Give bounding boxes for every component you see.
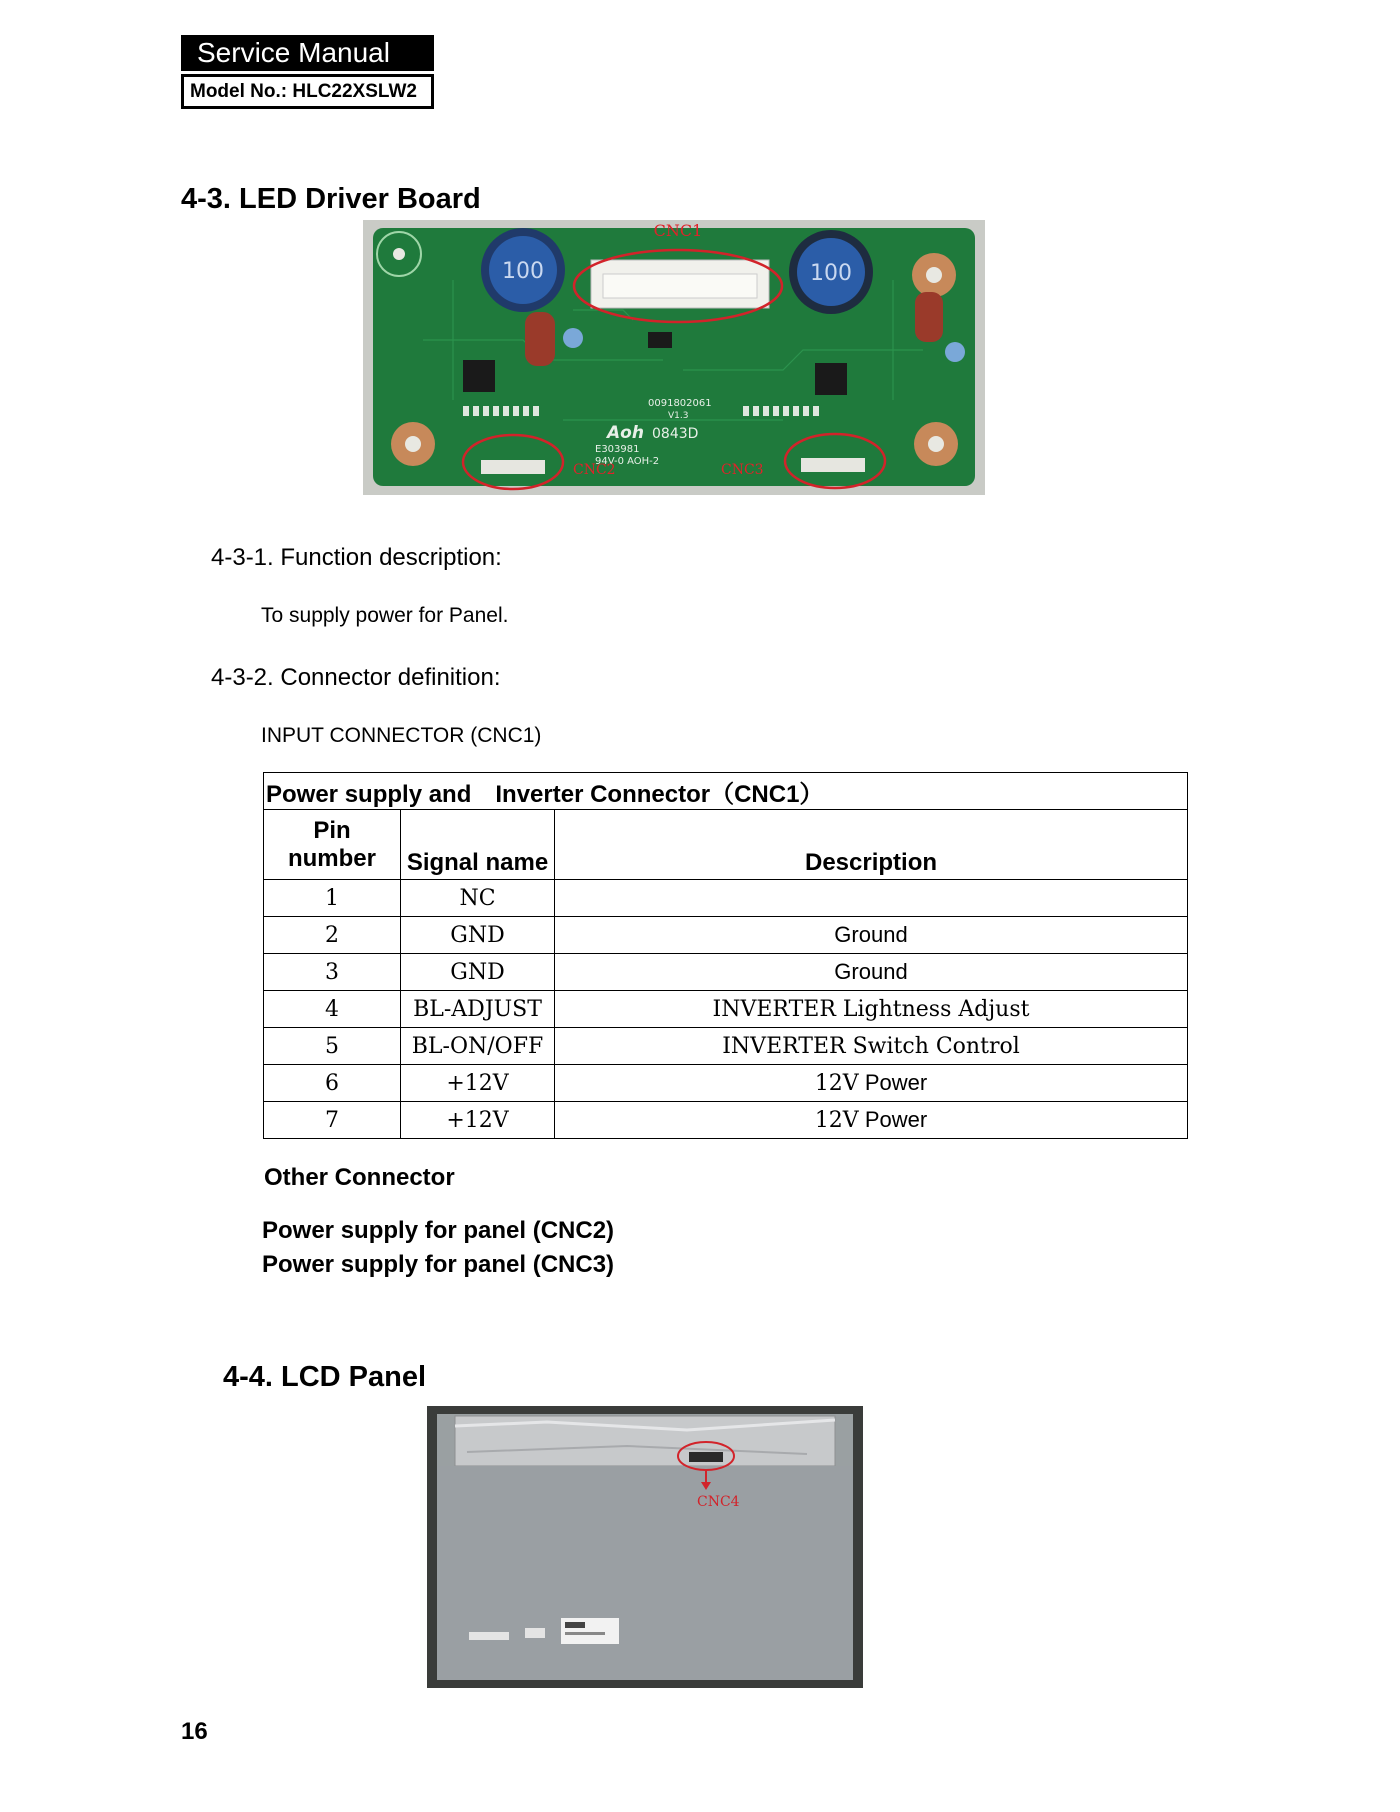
desc-mono: INVERTER Switch Control bbox=[722, 1033, 1020, 1059]
desc-sans: Power bbox=[858, 1070, 928, 1095]
silkscreen-text: 94V-0 AOH-2 bbox=[595, 456, 660, 467]
connector-cnc4 bbox=[689, 1452, 723, 1462]
function-description-text: To supply power for Panel. bbox=[261, 604, 509, 627]
panel-sticker bbox=[561, 1618, 619, 1644]
table-caption-row bbox=[264, 773, 1188, 810]
cell-description bbox=[555, 1102, 1188, 1139]
header-description: Description bbox=[555, 810, 1188, 880]
desc-mono: 12V bbox=[814, 1071, 859, 1096]
other-connector-line: Power supply for panel (CNC3) bbox=[262, 1251, 615, 1278]
silkscreen-text: V1.3 bbox=[668, 411, 689, 421]
mount-hole bbox=[912, 253, 956, 297]
table-caption: Power supply and Inverter Connector（CNC1） bbox=[264, 773, 1188, 810]
inductor-mark: 100 bbox=[810, 261, 852, 286]
inductor-mark: 100 bbox=[502, 259, 544, 284]
header-signal-name: Signal name bbox=[401, 810, 555, 880]
lcd-panel-photo bbox=[427, 1406, 863, 1688]
cell-description bbox=[555, 954, 1188, 991]
cell-signal: NC bbox=[401, 880, 555, 917]
panel-sticker bbox=[525, 1628, 545, 1638]
connector-table bbox=[263, 772, 1188, 1139]
table-row bbox=[264, 1102, 1188, 1139]
led-driver-board-photo bbox=[363, 220, 985, 495]
label-cnc4: CNC4 bbox=[697, 1494, 740, 1510]
desc-sans: Ground bbox=[834, 922, 908, 947]
inductor bbox=[481, 228, 565, 312]
cell-pin: 4 bbox=[264, 991, 401, 1028]
inductor bbox=[789, 230, 873, 314]
silkscreen-text: 0091802061 bbox=[648, 398, 712, 409]
label-cnc1: CNC1 bbox=[653, 221, 703, 240]
cell-signal: +12V bbox=[401, 1065, 555, 1102]
table-row bbox=[264, 991, 1188, 1028]
input-connector-label: INPUT CONNECTOR (CNC1) bbox=[261, 724, 542, 747]
cell-description bbox=[555, 917, 1188, 954]
section-heading-led-driver: 4-3. LED Driver Board bbox=[181, 183, 481, 215]
header-pin-number bbox=[264, 810, 401, 880]
function-description-heading: 4-3-1. Function description: bbox=[211, 544, 502, 571]
silkscreen-text: E303981 bbox=[595, 444, 640, 455]
cell-pin: 2 bbox=[264, 917, 401, 954]
table-row bbox=[264, 1028, 1188, 1065]
mount-hole bbox=[391, 422, 435, 466]
table-header-row bbox=[264, 810, 1188, 880]
header-pin-line1: Pin bbox=[313, 816, 351, 844]
cell-signal: BL-ON/OFF bbox=[401, 1028, 555, 1065]
other-connector-heading: Other Connector bbox=[264, 1164, 455, 1191]
model-number: Model No.: HLC22XSLW2 bbox=[181, 74, 434, 109]
other-connector-line: Power supply for panel (CNC2) bbox=[262, 1217, 615, 1244]
cell-pin: 1 bbox=[264, 880, 401, 917]
cell-description bbox=[555, 1028, 1188, 1065]
desc-sans: Ground bbox=[834, 959, 908, 984]
cell-description bbox=[555, 1065, 1188, 1102]
cell-signal: GND bbox=[401, 917, 555, 954]
connector-cnc2 bbox=[481, 460, 545, 474]
panel-sticker bbox=[469, 1632, 509, 1640]
cell-description bbox=[555, 991, 1188, 1028]
label-cnc2: CNC2 bbox=[573, 462, 616, 478]
cell-pin: 7 bbox=[264, 1102, 401, 1139]
silkscreen-text: 0843D bbox=[652, 426, 699, 442]
desc-mono: INVERTER Lightness Adjust bbox=[712, 996, 1030, 1022]
header-pin-line2: number bbox=[287, 844, 376, 872]
connector-cnc1 bbox=[591, 260, 769, 308]
table-row bbox=[264, 917, 1188, 954]
label-cnc3: CNC3 bbox=[721, 462, 764, 478]
connector-definition-heading: 4-3-2. Connector definition: bbox=[211, 664, 501, 691]
page-number: 16 bbox=[181, 1718, 208, 1745]
table-row bbox=[264, 954, 1188, 991]
cell-signal: BL-ADJUST bbox=[401, 991, 555, 1028]
desc-mono: 12V bbox=[814, 1108, 859, 1133]
cell-signal: GND bbox=[401, 954, 555, 991]
cell-pin: 6 bbox=[264, 1065, 401, 1102]
cell-description bbox=[555, 880, 1188, 917]
cell-signal: +12V bbox=[401, 1102, 555, 1139]
table-row bbox=[264, 880, 1188, 917]
cell-pin: 3 bbox=[264, 954, 401, 991]
table-row bbox=[264, 1065, 1188, 1102]
section-heading-lcd-panel: 4-4. LCD Panel bbox=[223, 1361, 427, 1393]
mount-hole bbox=[914, 422, 958, 466]
desc-sans: Power bbox=[858, 1107, 928, 1132]
manual-title: Service Manual bbox=[181, 35, 434, 71]
silkscreen-text: Aoh bbox=[607, 423, 644, 443]
cell-pin: 5 bbox=[264, 1028, 401, 1065]
connector-cnc3 bbox=[801, 458, 865, 472]
